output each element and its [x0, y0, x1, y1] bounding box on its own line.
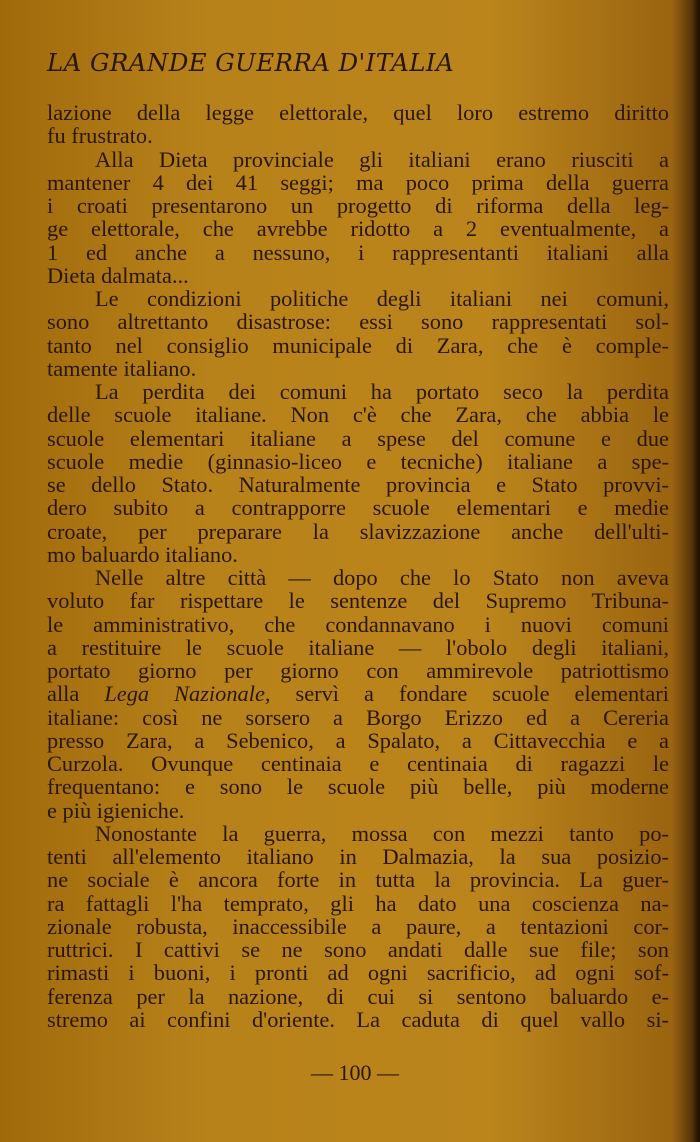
running-title: LA GRANDE GUERRA D'ITALIA — [47, 48, 455, 77]
text-line: delle scuole italiane. Non c'è che Zara, che abbia le — [47, 402, 669, 428]
text-line: zionale robusta, inaccessibile a paure, a tentazioni cor- — [47, 913, 669, 939]
text-line: Curzola. Ovunque centinaia e centinaia di ragazzi le — [47, 751, 669, 776]
text-line: La perdita dei comuni ha portato seco la perdita — [95, 379, 669, 404]
text-line: e più igieniche. — [47, 797, 185, 823]
body-text — [47, 101, 669, 1031]
page-number: — 100 — — [311, 1060, 399, 1085]
text-line: ruttrici. I cattivi se ne sono andati dalle sue file; son — [47, 937, 669, 962]
page-edge-shadow — [692, 0, 700, 1142]
text-line: i croati presentarono un progetto di riforma della leg- — [47, 193, 669, 218]
text-line: Dieta dalmata... — [47, 262, 189, 288]
text-line: ra fattagli l'ha temprato, gli ha dato una coscienza na- — [47, 890, 669, 916]
text-line: ge elettorale, che avrebbe ridotto a 2 eventualmente, a — [47, 216, 669, 242]
text-line: 1 ed anche a nessuno, i rappresentanti italiani alla — [47, 239, 669, 265]
text-line: tenti all'elemento italiano in Dalmazia, la sua posizio- — [47, 844, 669, 869]
text-line: fu frustrato. — [47, 123, 153, 149]
text-line: portato giorno per giorno con ammirevole patriottismo — [47, 658, 669, 683]
text-line: stremo ai confini d'oriente. La caduta di quel vallo si- — [47, 1006, 669, 1032]
text-line: ne sociale è ancora forte in tutta la provincia. La guer- — [47, 867, 669, 893]
text-line: rimasti i buoni, i pronti ad ogni sacrificio, ad ogni sof- — [47, 960, 669, 986]
text-line: sono altrettanto disastrose: essi sono rappresentati sol- — [47, 309, 669, 335]
text-line: italiane: così ne sorsero a Borgo Erizzo ed a Cereria — [47, 704, 669, 730]
text-line: mo baluardo italiano. — [47, 541, 238, 567]
text-line: frequentano: e sono le scuole più belle, più moderne — [47, 774, 669, 800]
text-line: se dello Stato. Naturalmente provincia e Stato provvi- — [47, 472, 669, 497]
text-line: Alla Dieta provinciale gli italiani erano riusciti a — [95, 146, 669, 172]
text-line: croate, per preparare la slavizzazione anche dell'ulti- — [47, 518, 669, 544]
text-line: scuole medie (ginnasio-liceo e tecniche) italiane a spe- — [47, 448, 669, 474]
text-line: Nonostante la guerra, mossa con mezzi tanto po- — [95, 820, 669, 846]
text-line: le amministrativo, che condannavano i nuovi comuni — [47, 611, 669, 637]
text-line: tanto nel consiglio municipale di Zara, che è comple- — [47, 332, 669, 358]
text-line: Nelle altre città — dopo che lo Stato non aveva — [95, 565, 669, 590]
text-line: lazione della legge elettorale, quel loro estremo diritto — [47, 100, 669, 125]
italic-phrase: Lega Nazionale, — [104, 681, 271, 707]
text-line: a restituire le scuole italiane — l'obolo degli italiani, — [47, 634, 669, 660]
text-line: dero subito a contrapporre scuole elementari e medie — [47, 495, 669, 521]
text-line: alla Lega Nazionale, servì a fondare scuole elementari — [47, 681, 669, 707]
text-line: scuole elementari italiane a spese del comune e due — [47, 425, 669, 451]
text-line: presso Zara, a Sebenico, a Spalato, a Cittavecchia e a — [47, 727, 669, 753]
text-line: tamente italiano. — [47, 355, 197, 381]
text-line: Le condizioni politiche degli italiani nei comuni, — [95, 286, 669, 311]
text-line: mantener 4 dei 41 seggi; ma poco prima della guerra — [47, 169, 669, 195]
text-line: ferenza per la nazione, di cui si sentono baluardo e- — [47, 983, 669, 1009]
text-line: voluto far rispettare le sentenze del Supremo Tribuna- — [47, 588, 669, 614]
